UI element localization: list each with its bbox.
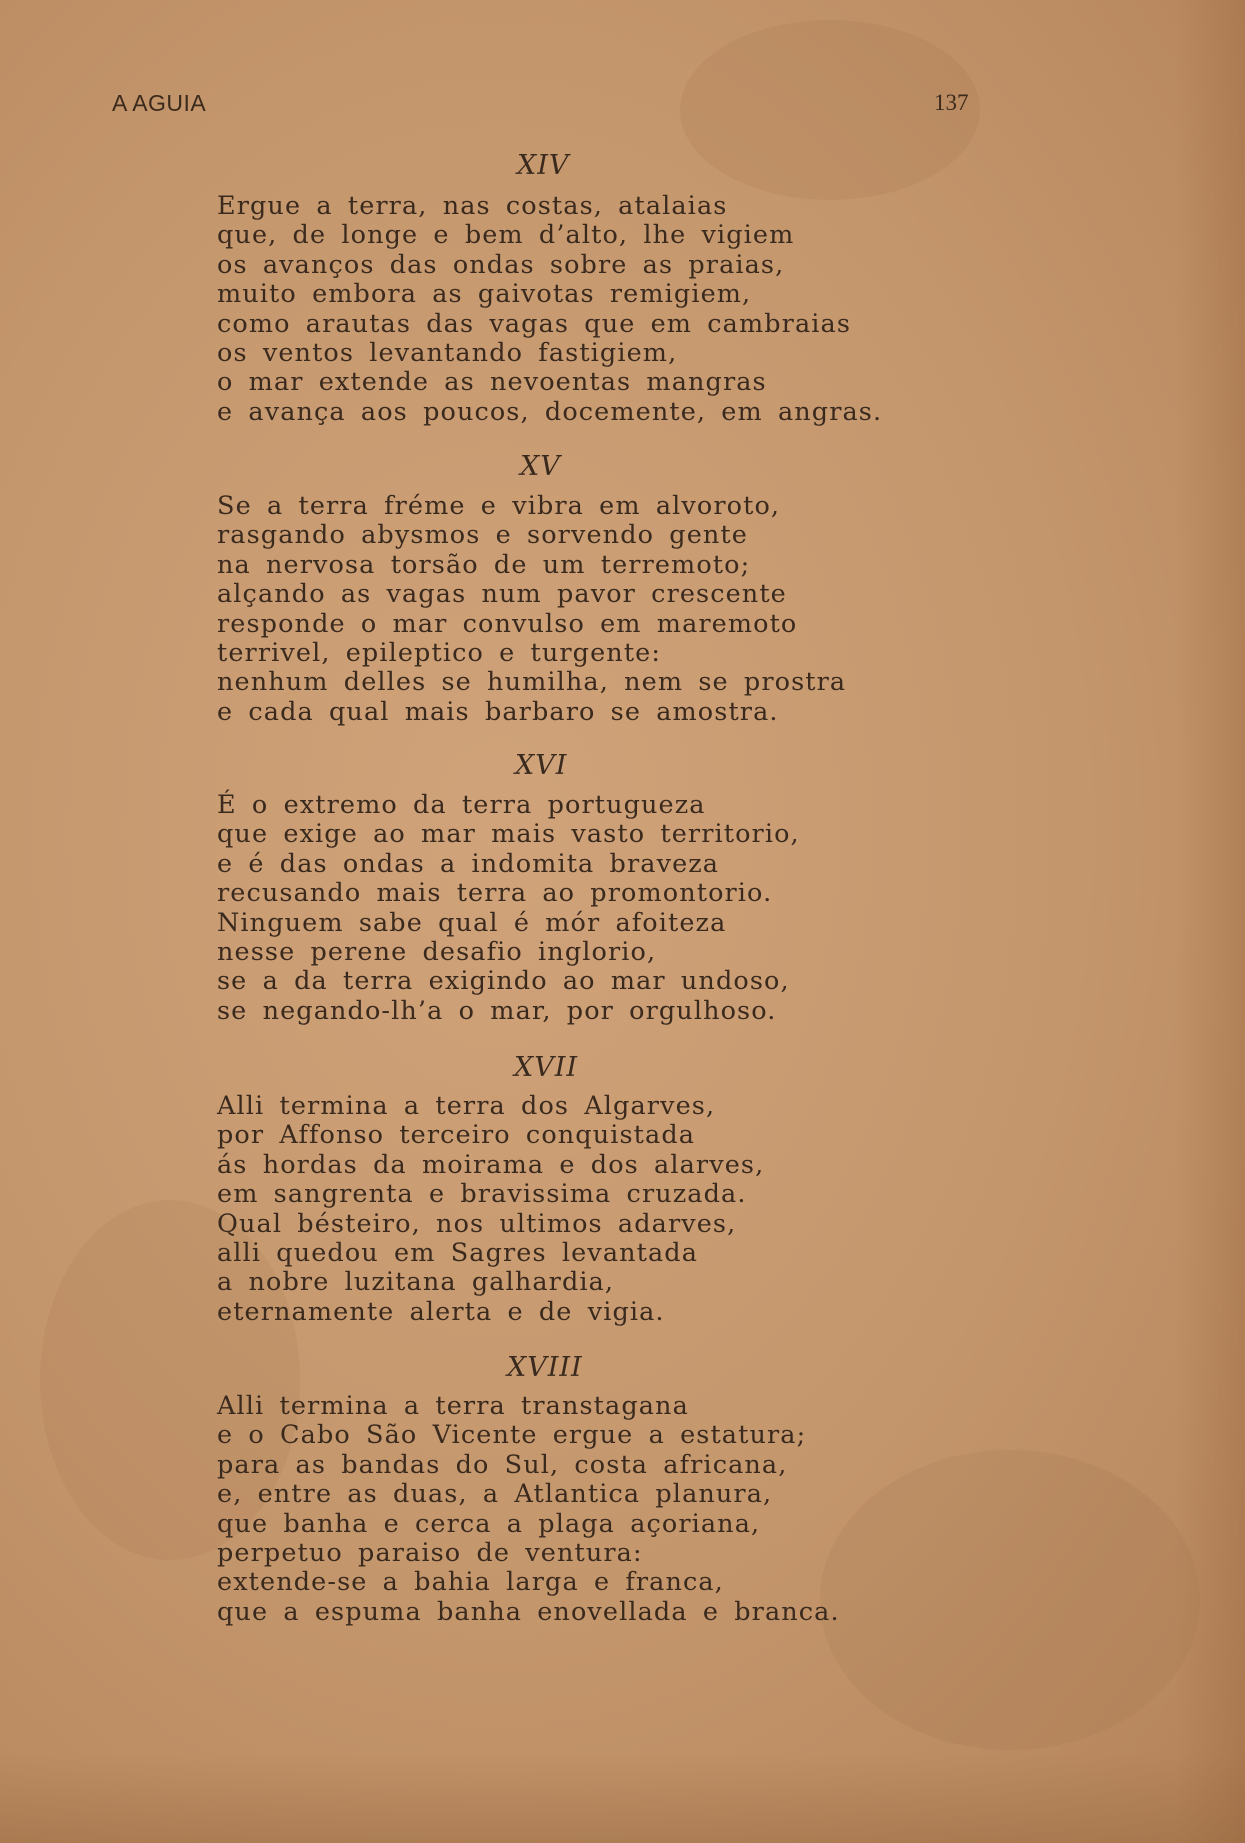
paper-stain [820,1450,1200,1750]
verse-line: ás hordas da moirama e dos alarves, [217,1149,765,1180]
running-title: A AGUIA [112,90,207,116]
verse-line: nesse perene desafio inglorio, [217,937,657,968]
verse-line: em sangrenta e bravissima cruzada. [217,1179,747,1210]
verse-line: para as bandas do Sul, costa africana, [217,1449,788,1480]
verse-line: o mar extende as nevoentas mangras [217,367,767,398]
verse-line: por Affonso terceiro conquistada [217,1120,696,1151]
verse-line: Alli termina a terra dos Algarves, [217,1091,716,1121]
verse-line: nenhum delles se humilha, nem se prostra [217,667,847,698]
verse-line: como arautas das vagas que em cambraias [217,308,852,339]
verse-line: Alli termina a terra transtagana [217,1391,689,1421]
verse-line: que a espuma banha enovellada e branca. [217,1596,840,1627]
verse-line: que exige ao mar mais vasto territorio, [217,819,800,850]
verse-line: os ventos levantando fastigiem, [217,338,678,369]
stanza-body [217,192,882,427]
stanza-heading: XVIII [507,1352,583,1383]
verse-line: rasgando abysmos e sorvendo gente [217,520,748,551]
verse-line: e é das ondas a indomita braveza [217,848,720,879]
verse-line: se negando-lh’a o mar, por orgulhoso. [217,995,777,1026]
verse-line: se a da terra exigindo ao mar undoso, [217,966,790,997]
verse-line: e, entre as duas, a Atlantica planura, [217,1479,773,1510]
verse-line: É o extremo da terra portugueza [217,790,706,820]
page-edge-shadow [0,1753,1245,1843]
stanza-body [217,1092,764,1327]
verse-line: os avanços das ondas sobre as praias, [217,249,785,280]
stanza-body [217,492,846,727]
verse-line: muito embora as gaivotas remigiem, [217,279,752,310]
stanza-heading: XVII [514,1052,579,1083]
page-edge-shadow [1175,0,1245,1843]
verse-line: Ergue a terra, nas costas, atalaias [217,191,728,221]
stanza-heading: XV [520,451,561,482]
verse-line: e cada qual mais barbaro se amostra. [217,696,779,727]
verse-line: recusando mais terra ao promontorio. [217,878,773,909]
verse-line: responde o mar convulso em maremoto [217,608,798,639]
verse-line: e o Cabo São Vicente ergue a estatura; [217,1420,807,1451]
verse-line: a nobre luzitana galhardia, [217,1267,615,1298]
verse-line: e avança aos poucos, docemente, em angras. [217,396,883,427]
verse-line: que banha e cerca a plaga açoriana, [217,1508,761,1539]
page-number: 137 [934,90,969,115]
verse-line: eternamente alerta e de vigia. [217,1296,665,1327]
stanza-body [217,791,800,1026]
verse-line: extende-se a bahia larga e franca, [217,1567,724,1598]
verse-line: que, de longe e bem d’alto, lhe vigiem [217,220,795,251]
verse-line: alçando as vagas num pavor crescente [217,579,787,610]
verse-line: perpetuo paraiso de ventura: [217,1538,643,1569]
verse-line: Qual bésteiro, nos ultimos adarves, [217,1208,737,1239]
verse-line: alli quedou em Sagres levantada [217,1238,699,1269]
stanza-body [217,1392,840,1627]
verse-line: terrivel, epileptico e turgente: [217,638,662,669]
verse-line: Se a terra fréme e vibra em alvoroto, [217,491,781,521]
stanza-heading: XIV [517,150,570,181]
verse-line: Ninguem sabe qual é mór afoiteza [217,907,727,938]
verse-line: na nervosa torsão de um terremoto; [217,549,751,580]
stanza-heading: XVI [515,750,568,781]
